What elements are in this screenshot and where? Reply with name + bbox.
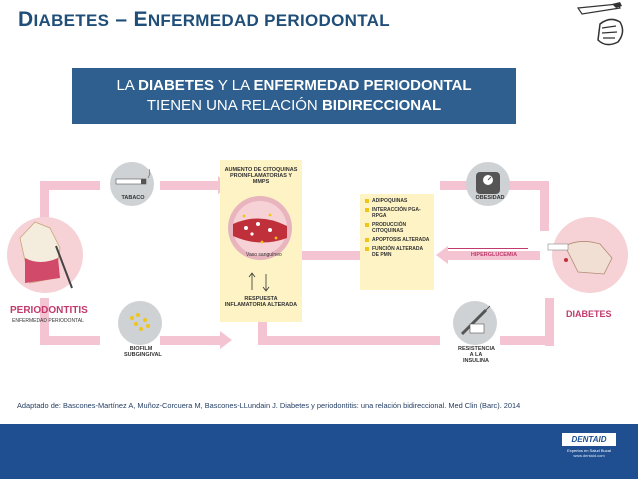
aumento-citoquinas-label: AUMENTO DE CITOQUINAS PROINFLAMATORIAS Y MMPS — [224, 167, 298, 185]
factor-item: ADIPOQUINAS — [365, 198, 431, 204]
logo-tagline: Expertos en Salud Bucal — [567, 448, 611, 453]
factor-item: APOPTOSIS ALTERADA — [365, 237, 431, 243]
periodontitis-sub-label: ENFERMEDAD PERIODONTAL — [12, 318, 84, 324]
diabetes-label: DIABETES — [566, 309, 612, 319]
footer-bar — [0, 424, 638, 479]
hiperglucemia-label: HIPERGLUCEMIA — [470, 252, 518, 258]
citation: Adaptado de: Bascones-Martínez A, Muñoz-Corcuera M, Bascones-LLundain J. Diabetes y periodontitis: una relación bidireccional. Med Clin (Barc). 2014 — [17, 401, 521, 410]
vaso-label: Vaso sanguíneo — [246, 252, 282, 258]
obesidad-label: OBESIDAD — [475, 195, 505, 201]
bidirectional-diagram — [0, 138, 638, 398]
dentaid-logo — [562, 433, 616, 458]
logo-url: www.dentaid.com — [573, 453, 605, 458]
periodontitis-label: PERIODONTITIS — [10, 305, 88, 316]
page-title: DIABETES – ENFERMEDAD PERIODONTAL — [18, 8, 390, 31]
factor-item: FUNCIÓN ALTERADA DE PMN — [365, 246, 431, 258]
pointing-hand-icon — [540, 2, 630, 52]
factor-item: INTERACCIÓN PGA-RPGA — [365, 207, 431, 219]
factor-item: PRODUCCIÓN CITOQUINAS — [365, 222, 431, 234]
resistencia-label: RESISTENCIA A LA INSULINA — [458, 346, 495, 364]
relationship-banner — [72, 68, 516, 124]
banner-line-1: LA DIABETES Y LA ENFERMEDAD PERIODONTAL — [116, 77, 472, 94]
banner-line-2: TIENEN UNA RELACIÓN BIDIRECCIONAL — [146, 97, 442, 114]
logo-brand: DENTAID — [562, 433, 616, 446]
biofilm-label: BIOFILM SUBGINGIVAL — [124, 346, 162, 358]
factors-list — [365, 198, 431, 261]
respuesta-inflamatoria-label: RESPUESTA INFLAMATORIA ALTERADA — [224, 296, 298, 308]
tabaco-label: TABACO — [121, 195, 145, 201]
